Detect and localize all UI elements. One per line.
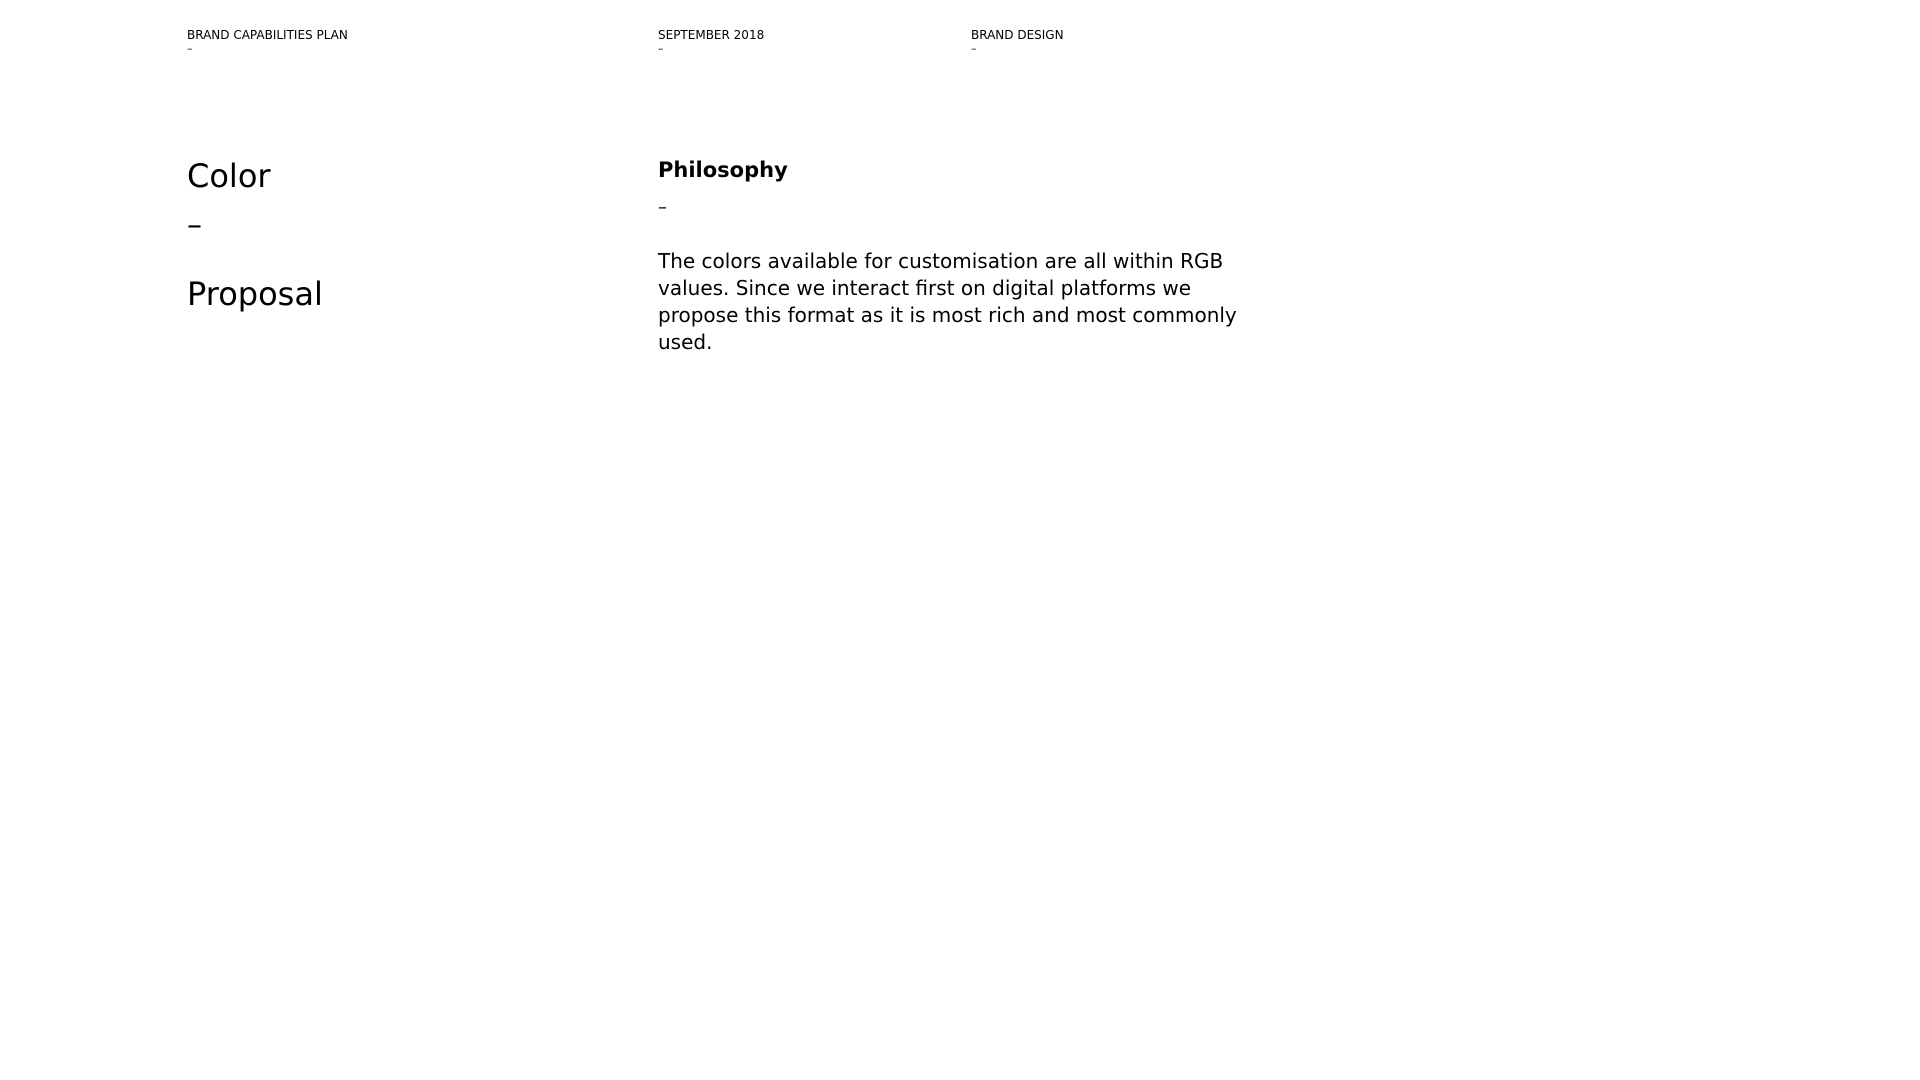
document-title-dash: – (187, 42, 193, 55)
header-meta-date (658, 28, 764, 55)
document-title-label: BRAND CAPABILITIES PLAN (187, 28, 348, 42)
department-label: BRAND DESIGN (971, 28, 1064, 42)
date-label: SEPTEMBER 2018 (658, 28, 765, 42)
header-meta-department (971, 28, 1064, 55)
section-body-text: The colors available for customisation are all within RGB values. Since we interact first on digital platforms we propose this format as it is most rich and most commonly used. (658, 249, 1237, 354)
title-line-color: Color (187, 157, 271, 195)
section-dash: – (658, 197, 667, 218)
title-dash: – (187, 208, 202, 243)
date-dash: – (658, 42, 664, 55)
section-heading: Philosophy (658, 158, 788, 182)
philosophy-section (658, 156, 1238, 376)
department-dash: – (971, 42, 977, 55)
header-meta-document (187, 28, 348, 55)
slide-title (187, 156, 323, 314)
title-line-proposal: Proposal (187, 275, 323, 313)
